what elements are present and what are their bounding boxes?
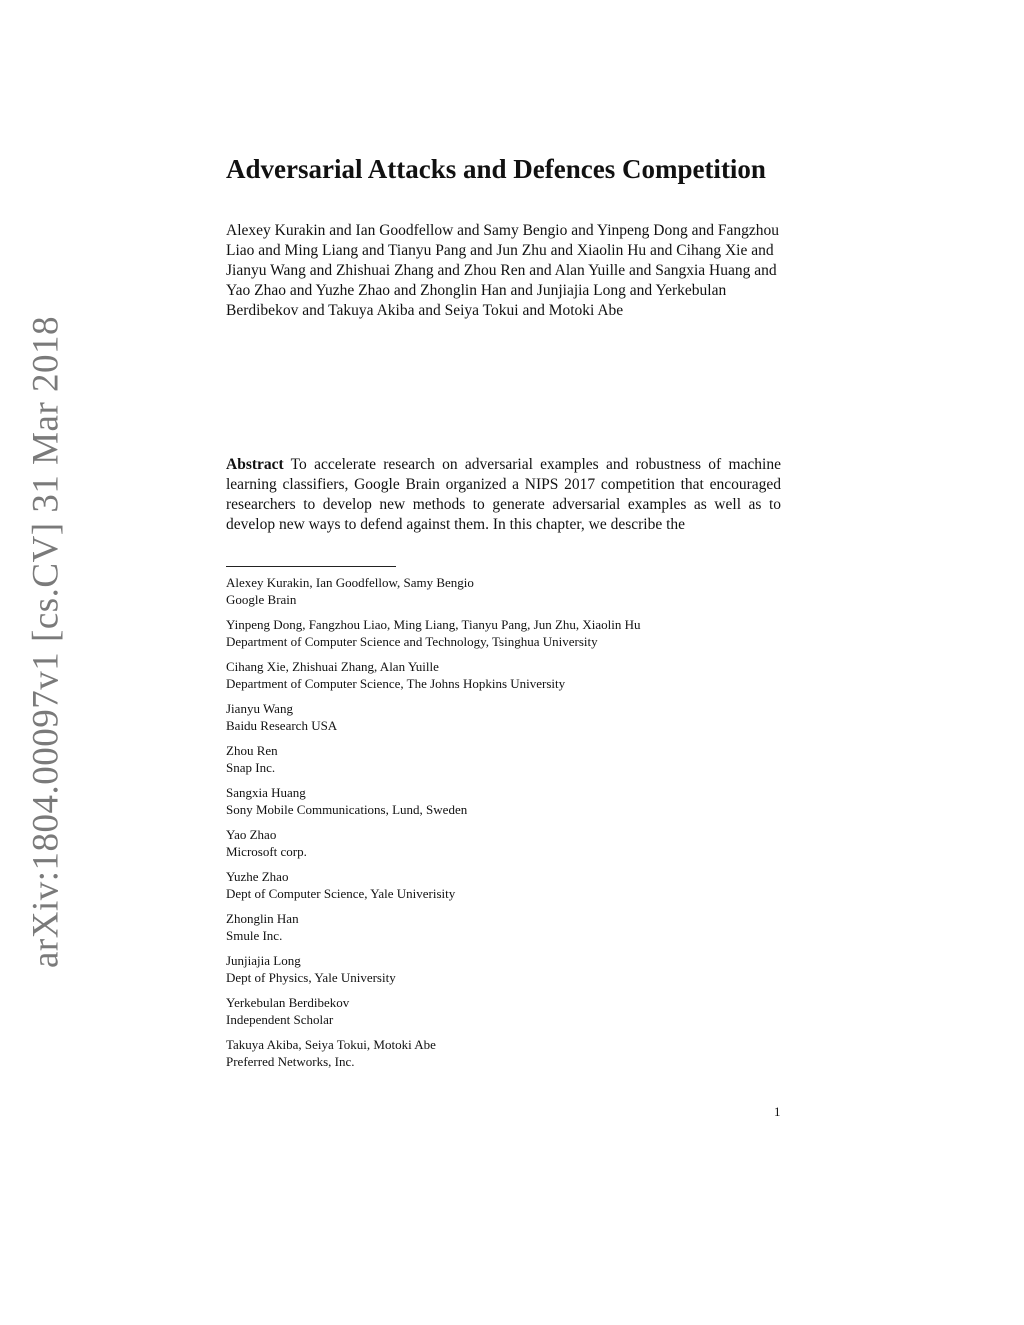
affiliation-names: Alexey Kurakin, Ian Goodfellow, Samy Bengio [226,575,474,590]
affiliation-org: Baidu Research USA [226,718,338,733]
arxiv-identifier: arXiv:1804.00097v1 [cs.CV] 31 Mar 2018 [25,315,67,969]
affiliation-entry [226,994,786,1028]
affiliation-names: Cihang Xie, Zhishuai Zhang, Alan Yuille [226,659,439,674]
affiliation-org: Sony Mobile Communications, Lund, Sweden [226,802,468,817]
affiliation-org: Dept of Physics, Yale University [226,970,396,985]
affiliation-entry [226,868,786,902]
affiliation-entry [226,952,786,986]
affiliation-org: Preferred Networks, Inc. [226,1054,355,1069]
affiliation-names: Jianyu Wang [226,701,293,716]
affiliation-org: Department of Computer Science, The Johns Hopkins University [226,676,566,691]
affiliation-org: Microsoft corp. [226,844,307,859]
affiliation-names: Yuzhe Zhao [226,869,289,884]
affiliation-org: Smule Inc. [226,928,283,943]
footnote-divider [226,566,396,567]
paper-title: Adversarial Attacks and Defences Competition [226,154,766,184]
affiliation-org: Google Brain [226,592,297,607]
affiliation-entry [226,658,786,692]
affiliation-entry [226,910,786,944]
abstract-label: Abstract [226,456,284,473]
affiliation-org: Independent Scholar [226,1012,334,1027]
abstract [226,455,781,535]
affiliation-names: Zhou Ren [226,743,278,758]
affiliation-entry [226,1036,786,1070]
affiliation-entry [226,742,786,776]
affiliation-entry [226,574,786,608]
author-list: Alexey Kurakin and Ian Goodfellow and Samy Bengio and Yinpeng Dong and Fangzhou Liao and Ming Liang and Tianyu Pang and Jun Zhu and Xiaolin Hu and Cihang Xie and Jianyu Wang and Zhishuai Zhang and Zhou Ren and Alan Yuille and Sangxia Huang and Yao Zhao and Yuzhe Zhao and Zhonglin Han and Junjiajia Long and Yerkebulan Berdibekov and Takuya Akiba and Seiya Tokui and Motoki Abe [226,222,780,319]
affiliation-names: Junjiajia Long [226,953,301,968]
page-number: 1 [774,1104,781,1119]
affiliation-names: Takuya Akiba, Seiya Tokui, Motoki Abe [226,1037,436,1052]
affiliation-list [226,574,786,1078]
affiliation-names: Yao Zhao [226,827,277,842]
affiliation-names: Zhonglin Han [226,911,299,926]
affiliation-entry [226,784,786,818]
affiliation-names: Yerkebulan Berdibekov [226,995,350,1010]
affiliation-org: Snap Inc. [226,760,276,775]
affiliation-entry [226,700,786,734]
abstract-text: To accelerate research on adversarial examples and robustness of machine learning classifiers, Google Brain organized a NIPS 2017 competition that encouraged researchers to develop new methods to generate adversarial examples as well as to develop new ways to defend against them. In this chapter, we describe the [226,456,781,533]
affiliation-names: Sangxia Huang [226,785,306,800]
affiliation-entry [226,616,786,650]
affiliation-entry [226,826,786,860]
affiliation-org: Department of Computer Science and Technology, Tsinghua University [226,634,598,649]
affiliation-org: Dept of Computer Science, Yale Univerisity [226,886,456,901]
affiliation-names: Yinpeng Dong, Fangzhou Liao, Ming Liang, Tianyu Pang, Jun Zhu, Xiaolin Hu [226,617,641,632]
